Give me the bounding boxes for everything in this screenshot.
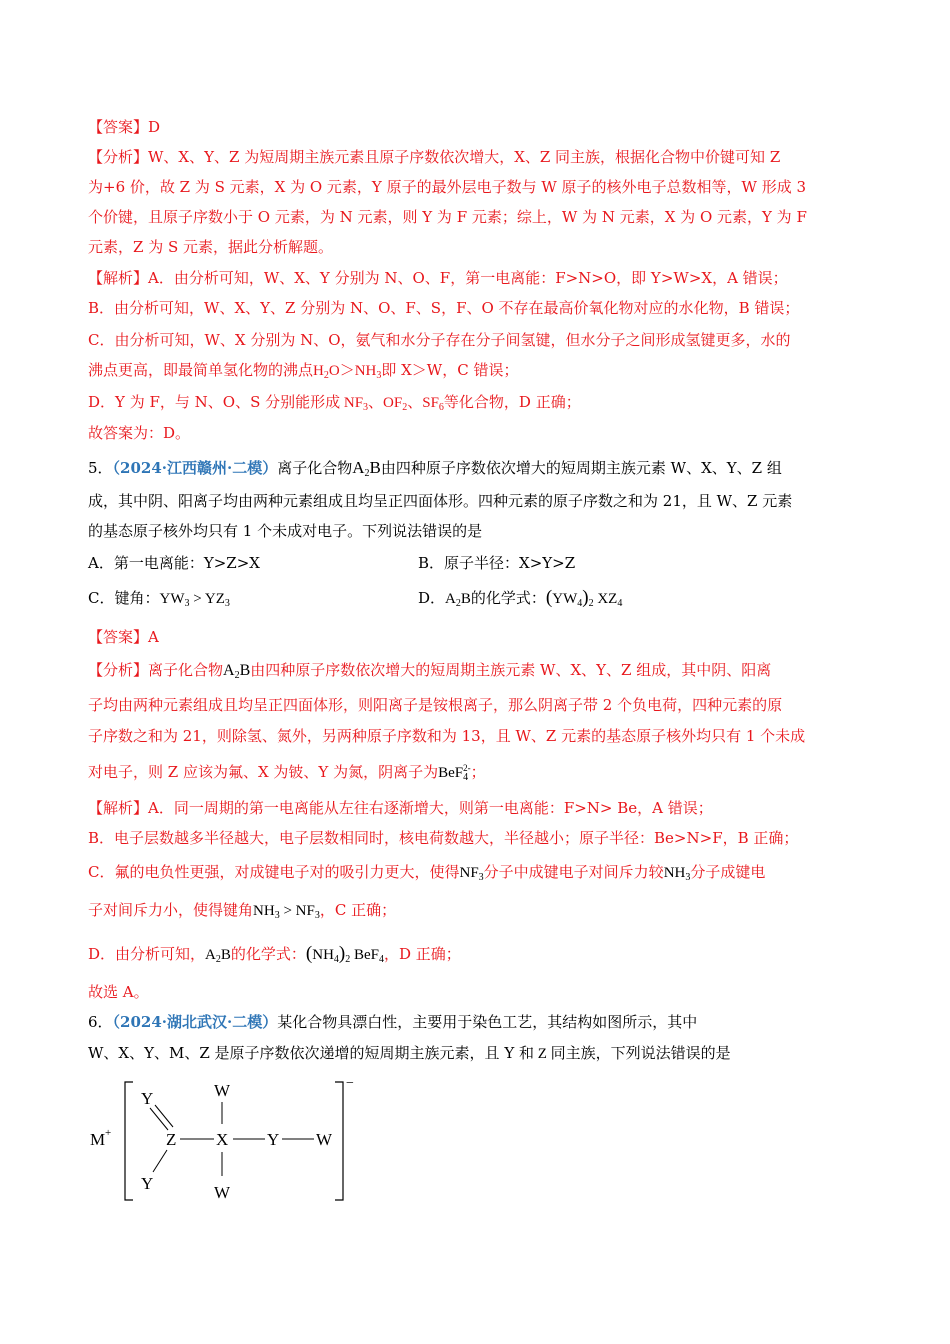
formula-a2b-solution: $A_2B$ — [205, 947, 231, 965]
q5-analysis-line-4: 对电子，则 Z 应该为氟、X 为铍、Y 为氮，阴离子为BeF$_4^{2-}$； — [88, 763, 486, 783]
element-z: Z — [534, 1046, 551, 1062]
q6-number: 6． — [88, 1013, 113, 1031]
q5-analysis-line-2: 子均由两种元素组成且均呈正四面体形，则阳离子是铵根离子，那么阴离子带 2 个负电荷，四种元素的原 — [88, 696, 783, 714]
q5-option-d-text: 的化学式： — [470, 589, 546, 607]
q5-solution-c2-text: 子对间斥力小，使得键角 — [88, 901, 254, 919]
q5-option-d-label: D． — [418, 589, 446, 607]
q6-stem-text-3: 同主族，下列说法错误的是 — [550, 1044, 731, 1062]
q5-solution-c2 — [88, 900, 396, 926]
q5-stem-line-3: 的基态原子核外均只有 1 个未成对电子。下列说法错误的是 — [88, 522, 483, 540]
q5-option-d[interactable] — [418, 588, 622, 614]
q4-analysis-line-1: 【分析】W、X、Y、Z 为短周期主族元素且原子序数依次增大，X、Z 同主族，根据化合物中价键可知 Z — [88, 148, 781, 166]
q5-analysis-line-1 — [88, 660, 771, 686]
q5-solution-a: 【解析】A．同一周期的第一电离能从左往右逐渐增大，则第一电离能：F>N> Be，A 错误； — [88, 799, 713, 817]
q4-solution-d-tail: 等化合物，D 正确； — [443, 393, 581, 411]
atom-w-bottom: W — [214, 1183, 231, 1202]
atom-y-bottom: Y — [141, 1174, 154, 1193]
bond-z-y-bottom — [153, 1150, 167, 1172]
q4-solution-c2 — [88, 360, 518, 386]
atom-w-right: W — [316, 1130, 333, 1149]
q4-solution-a: 【解析】A．由分析可知，W、X、Y 分别为 N、O、F，第一电离能：F>N>O，即 Y>W>X，A 错误； — [88, 269, 788, 287]
q4-solution-d — [88, 392, 581, 418]
q6-stem-line-1 — [88, 1012, 697, 1032]
q5-analysis-text-4: 对电子，则 Z 应该为氟、X 为铍、Y 为氮，阴离子为 — [88, 763, 439, 781]
q5-option-a[interactable]: A．第一电离能：Y>Z>X — [88, 554, 260, 572]
q6-source: （2024·湖北武汉·二模） — [112, 1013, 278, 1031]
formula-yw4-2-xz4: $(YW_4)_2$ $XZ_4$ — [545, 587, 623, 609]
atom-w-top: W — [214, 1081, 231, 1100]
q5-stem-line-2: 成，其中阴、阳离子均由两种元素组成且均呈正四面体形。四种元素的原子序数之和为 21，且 W、Z 元素 — [88, 492, 793, 510]
q5-conclusion: 故选 A。 — [88, 983, 149, 1001]
q5-stem-line-1 — [88, 458, 782, 484]
q5-option-b[interactable]: B．原子半径：X>Y>Z — [418, 554, 576, 572]
q4-analysis-line-3: 个价键，且原子序数小于 O 元素，为 N 元素，则 Y 为 F 元素；综上，W 为 N 元素，X 为 O 元素，Y 为 F — [88, 208, 807, 226]
atom-z: Z — [166, 1130, 177, 1149]
formula-a2b-option: $A_2B$ — [445, 591, 471, 609]
formula-nf3-of2-sf6: $NF_3$、$OF_2$、$SF_6$ — [340, 395, 444, 413]
q5-stem-text-2: 由四种原子序数依次增大的短周期主族元素 W、X、Y、Z 组 — [380, 459, 782, 477]
q5-analysis-text-2: 由四种原子序数依次增大的短周期主族元素 W、X、Y、Z 组成，其中阴、阳离 — [250, 661, 772, 679]
q4-analysis-line-2: 为+6 价，故 Z 为 S 元素，X 为 O 元素，Y 原子的最外层电子数与 W 原子的核外电子总数相等，W 形成 3 — [88, 178, 807, 196]
formula-h2o-nh3: $H_2O>NH_3$ — [313, 363, 382, 381]
q5-solution-b: B．电子层数越多半径越大，电子层数相同时，核电荷数越大，半径越小；原子半径：Be>N>F，B 正确； — [88, 829, 799, 847]
q5-solution-c — [88, 862, 765, 888]
charge-plus: + — [105, 1127, 112, 1139]
q4-solution-c: C．由分析可知，W、X 分别为 N、O，氨气和水分子存在分子间氢键，但水分子之间形成氢键更多，水的 — [88, 331, 791, 349]
formula-a2b-analysis: $A_2B$ — [223, 662, 251, 681]
q4-solution-c2-text: 沸点更高，即最简单氢化物的沸点 — [88, 361, 314, 379]
q5-solution-c-text-2: 分子中成键电子对间斥力较 — [483, 863, 664, 881]
right-bracket — [335, 1082, 343, 1200]
q5-solution-c2-tail: ，C 正确； — [319, 901, 397, 919]
q4-conclusion: 故答案为：D。 — [88, 424, 191, 442]
q5-analysis-line-3: 子序数之和为 21，则除氢、氮外，另两种原子序数和为 13，且 W、Z 元素的基态原子核外均只有 1 个未成 — [88, 727, 806, 745]
atom-y-top: Y — [141, 1089, 154, 1108]
formula-nf3: $NF_3$ — [459, 865, 484, 883]
formula-yw3-yz3: $YW_3 > YZ_3$ — [159, 591, 230, 609]
q5-option-c[interactable] — [88, 588, 230, 614]
q5-solution-c-text-1: C．氟的电负性更强，对成键电子对的吸引力更大，使得 — [88, 863, 460, 881]
double-bond-1 — [150, 1108, 168, 1130]
formula-nh3-gt-nf3: $NH_3 > NF_3$ — [253, 903, 320, 921]
q5-solution-c-text-3: 分子成键电 — [690, 863, 766, 881]
q4-analysis-line-4: 元素，Z 为 S 元素，据此分析解题。 — [88, 238, 334, 256]
atom-m-plus: M — [90, 1130, 106, 1149]
q6-stem-line-2 — [88, 1043, 731, 1064]
structure-diagram — [80, 1072, 380, 1212]
formula-bef4: BeF$_4^{2-}$ — [438, 763, 471, 783]
q5-answer: 【答案】A — [88, 628, 159, 646]
q5-solution-d-text: D．由分析可知， — [88, 945, 206, 963]
atom-x: X — [216, 1130, 229, 1149]
q4-answer: 【答案】D — [88, 118, 161, 136]
q5-number: 5． — [88, 459, 113, 477]
atom-y-right: Y — [267, 1130, 280, 1149]
formula-nh3: $NH_3$ — [663, 865, 691, 883]
q4-solution-d-text: D．Y 为 F，与 N、O、S 分别能形成 — [88, 393, 341, 411]
q5-option-c-label: C．键角： — [88, 589, 160, 607]
q5-stem-text-1: 离子化合物 — [277, 459, 353, 477]
q6-stem-text-2: W、X、Y、M、Z 是原子序数依次递增的短周期主族元素，且 Y 和 — [88, 1044, 534, 1062]
q5-solution-d-tail: ，D 正确； — [384, 945, 461, 963]
charge-minus: − — [346, 1076, 354, 1091]
formula-nh4-2-bef4: $(NH_4)_2$ BeF$_4$ — [305, 943, 384, 965]
q6-stem-text-1: 某化合物具漂白性，主要用于染色工艺，其结构如图所示，其中 — [277, 1013, 698, 1031]
q4-solution-c2-tail: 即 X＞W，C 错误； — [381, 361, 519, 379]
formula-a2b: $A_2B$ — [352, 458, 381, 479]
q5-analysis-text-1: 【分析】离子化合物 — [88, 661, 224, 679]
q5-solution-d-text-2: 的化学式： — [230, 945, 306, 963]
q5-solution-d — [88, 944, 461, 970]
left-bracket — [125, 1082, 133, 1200]
q4-solution-b: B．由分析可知，W、X、Y、Z 分别为 N、O、F、S，F、O 不存在最高价氧化物对应的水化物，B 错误； — [88, 299, 800, 317]
q5-source: （2024·江西赣州·二模） — [112, 459, 278, 477]
double-bond-2 — [155, 1105, 173, 1127]
